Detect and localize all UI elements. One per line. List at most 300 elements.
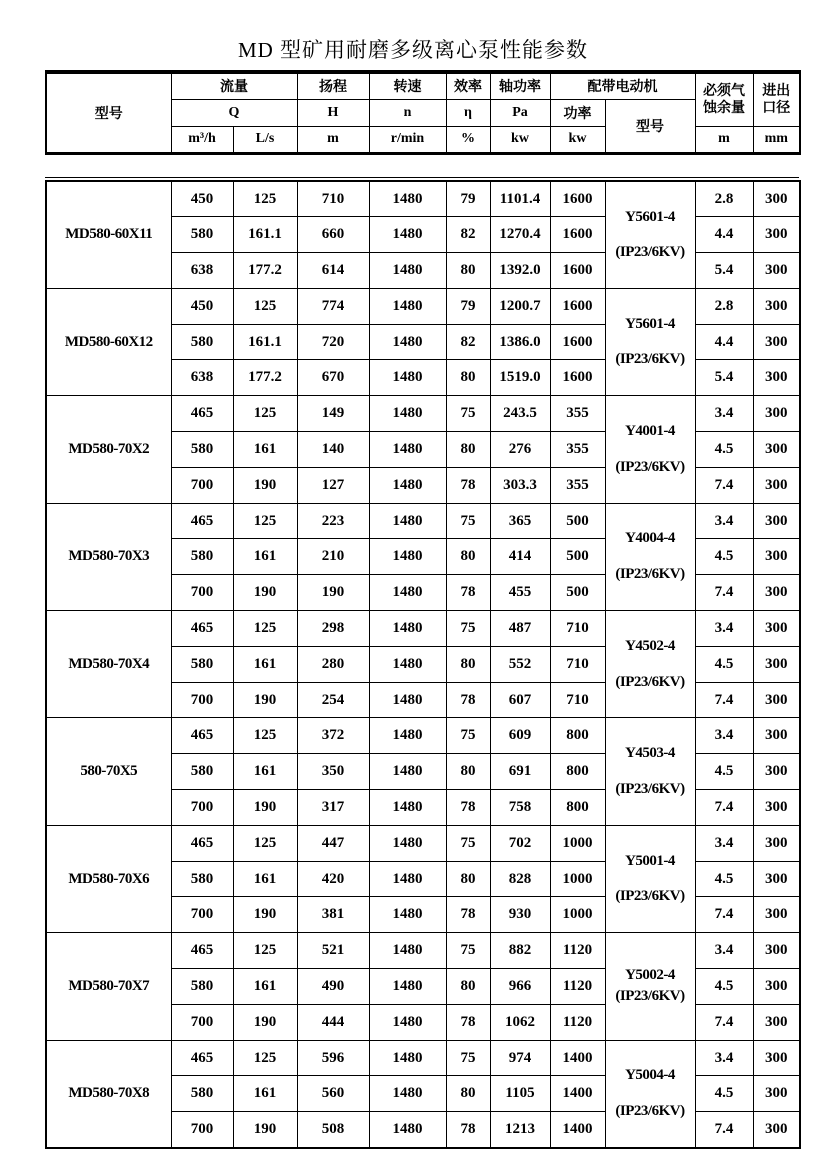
head-cell: 140	[297, 432, 369, 468]
shaft-power-cell: 702	[490, 825, 550, 861]
diameter-cell: 300	[753, 1112, 800, 1148]
flow-m3h-cell: 580	[171, 324, 233, 360]
npsh-cell: 3.4	[695, 611, 753, 647]
motor-model-line: Y4503-4	[625, 745, 675, 762]
flow-m3h-cell: 580	[171, 861, 233, 897]
header-model: 型号	[46, 72, 171, 153]
motor-power-cell: 1000	[550, 897, 605, 933]
motor-model-line: Y4001-4	[625, 423, 675, 440]
motor-power-cell: 1000	[550, 861, 605, 897]
speed-cell: 1480	[369, 575, 446, 611]
table-row	[46, 1040, 800, 1076]
shaft-power-cell: 882	[490, 933, 550, 969]
head-cell: 280	[297, 646, 369, 682]
diameter-cell: 300	[753, 933, 800, 969]
diameter-cell: 300	[753, 432, 800, 468]
flow-ls-cell: 190	[233, 575, 297, 611]
motor-power-cell: 355	[550, 396, 605, 432]
motor-model-cell	[605, 1040, 695, 1147]
motor-power-cell: 800	[550, 718, 605, 754]
motor-power-cell: 500	[550, 503, 605, 539]
efficiency-cell: 78	[446, 897, 490, 933]
header-head-unit: m	[297, 126, 369, 153]
speed-cell: 1480	[369, 288, 446, 324]
header-diameter-unit: mm	[753, 126, 800, 153]
diameter-cell: 300	[753, 682, 800, 718]
shaft-power-cell: 966	[490, 969, 550, 1005]
flow-m3h-cell: 465	[171, 718, 233, 754]
header-diameter	[753, 72, 800, 126]
motor-power-cell: 1000	[550, 825, 605, 861]
head-cell: 614	[297, 253, 369, 289]
header-speed-symbol: n	[369, 99, 446, 126]
speed-cell: 1480	[369, 933, 446, 969]
speed-cell: 1480	[369, 1112, 446, 1148]
motor-power-cell: 1400	[550, 1112, 605, 1148]
flow-ls-cell: 125	[233, 503, 297, 539]
motor-power-cell: 355	[550, 467, 605, 503]
pump-model-cell: MD580-70X3	[46, 503, 171, 610]
header-shaft-power: 轴功率	[490, 72, 550, 99]
diameter-cell: 300	[753, 467, 800, 503]
table-row	[46, 396, 800, 432]
header-shaft-power-unit: kw	[490, 126, 550, 153]
pump-model-cell: MD580-60X11	[46, 181, 171, 288]
speed-cell: 1480	[369, 754, 446, 790]
efficiency-cell: 78	[446, 1004, 490, 1040]
efficiency-cell: 75	[446, 825, 490, 861]
head-cell: 190	[297, 575, 369, 611]
flow-m3h-cell: 580	[171, 969, 233, 1005]
pump-model-cell: MD580-60X12	[46, 288, 171, 395]
flow-m3h-cell: 700	[171, 467, 233, 503]
pump-model-cell: MD580-70X2	[46, 396, 171, 503]
header-npsh-line2: 蚀余量	[703, 100, 745, 116]
motor-model-line: (IP23/6KV)	[615, 988, 685, 1005]
flow-ls-cell: 125	[233, 933, 297, 969]
npsh-cell: 4.5	[695, 646, 753, 682]
flow-ls-cell: 190	[233, 467, 297, 503]
speed-cell: 1480	[369, 718, 446, 754]
shaft-power-cell: 1200.7	[490, 288, 550, 324]
speed-cell: 1480	[369, 360, 446, 396]
speed-cell: 1480	[369, 503, 446, 539]
motor-power-cell: 1600	[550, 253, 605, 289]
data-table-wrap	[45, 177, 799, 1149]
speed-cell: 1480	[369, 646, 446, 682]
speed-cell: 1480	[369, 1040, 446, 1076]
flow-m3h-cell: 580	[171, 646, 233, 682]
motor-model-line: (IP23/6KV)	[615, 458, 685, 475]
table-row	[46, 933, 800, 969]
table-row	[46, 181, 800, 217]
speed-cell: 1480	[369, 897, 446, 933]
flow-ls-cell: 125	[233, 718, 297, 754]
motor-model-line: (IP23/6KV)	[615, 244, 685, 261]
efficiency-cell: 75	[446, 396, 490, 432]
shaft-power-cell: 1386.0	[490, 324, 550, 360]
efficiency-cell: 80	[446, 861, 490, 897]
head-cell: 774	[297, 288, 369, 324]
motor-power-cell: 1600	[550, 181, 605, 217]
motor-power-cell: 710	[550, 611, 605, 647]
head-cell: 372	[297, 718, 369, 754]
diameter-cell: 300	[753, 253, 800, 289]
shaft-power-cell: 1062	[490, 1004, 550, 1040]
motor-model-line: Y5601-4	[625, 208, 675, 225]
flow-m3h-cell: 465	[171, 396, 233, 432]
flow-m3h-cell: 700	[171, 1004, 233, 1040]
speed-cell: 1480	[369, 790, 446, 826]
flow-m3h-cell: 700	[171, 897, 233, 933]
header-head: 扬程	[297, 72, 369, 99]
head-cell: 298	[297, 611, 369, 647]
shaft-power-cell: 828	[490, 861, 550, 897]
shaft-power-cell: 930	[490, 897, 550, 933]
head-cell: 223	[297, 503, 369, 539]
shaft-power-cell: 455	[490, 575, 550, 611]
flow-ls-cell: 125	[233, 1040, 297, 1076]
head-cell: 350	[297, 754, 369, 790]
flow-ls-cell: 190	[233, 897, 297, 933]
motor-power-cell: 500	[550, 575, 605, 611]
motor-power-cell: 1120	[550, 933, 605, 969]
diameter-cell: 300	[753, 1040, 800, 1076]
head-cell: 317	[297, 790, 369, 826]
flow-ls-cell: 125	[233, 611, 297, 647]
motor-power-cell: 710	[550, 682, 605, 718]
diameter-cell: 300	[753, 718, 800, 754]
flow-m3h-cell: 580	[171, 432, 233, 468]
header-motor-model: 型号	[605, 99, 695, 153]
efficiency-cell: 80	[446, 360, 490, 396]
motor-model-line: Y5002-4	[625, 967, 675, 984]
speed-cell: 1480	[369, 861, 446, 897]
header-npsh	[695, 72, 753, 126]
diameter-cell: 300	[753, 575, 800, 611]
shaft-power-cell: 609	[490, 718, 550, 754]
npsh-cell: 4.5	[695, 539, 753, 575]
header-flow-symbol: Q	[171, 99, 297, 126]
diameter-cell: 300	[753, 611, 800, 647]
npsh-cell: 3.4	[695, 1040, 753, 1076]
header-efficiency-symbol: η	[446, 99, 490, 126]
npsh-cell: 3.4	[695, 933, 753, 969]
speed-cell: 1480	[369, 467, 446, 503]
shaft-power-cell: 1213	[490, 1112, 550, 1148]
efficiency-cell: 80	[446, 1076, 490, 1112]
npsh-cell: 7.4	[695, 1004, 753, 1040]
motor-model-line: (IP23/6KV)	[615, 351, 685, 368]
motor-power-cell: 1600	[550, 360, 605, 396]
diameter-cell: 300	[753, 754, 800, 790]
motor-power-cell: 1600	[550, 324, 605, 360]
npsh-cell: 3.4	[695, 503, 753, 539]
table-row	[46, 611, 800, 647]
header-speed: 转速	[369, 72, 446, 99]
header-motor-group: 配带电动机	[550, 72, 695, 99]
head-cell: 420	[297, 861, 369, 897]
shaft-power-cell: 552	[490, 646, 550, 682]
npsh-cell: 7.4	[695, 790, 753, 826]
npsh-cell: 3.4	[695, 396, 753, 432]
flow-m3h-cell: 580	[171, 1076, 233, 1112]
shaft-power-cell: 276	[490, 432, 550, 468]
efficiency-cell: 79	[446, 288, 490, 324]
npsh-cell: 2.8	[695, 181, 753, 217]
diameter-cell: 300	[753, 1076, 800, 1112]
flow-m3h-cell: 465	[171, 503, 233, 539]
head-cell: 710	[297, 181, 369, 217]
motor-power-cell: 500	[550, 539, 605, 575]
npsh-cell: 2.8	[695, 288, 753, 324]
header-diameter-line1: 进出	[762, 83, 791, 99]
efficiency-cell: 82	[446, 324, 490, 360]
header-efficiency: 效率	[446, 72, 490, 99]
motor-model-line: Y4004-4	[625, 530, 675, 547]
flow-ls-cell: 161	[233, 432, 297, 468]
motor-power-cell: 800	[550, 790, 605, 826]
efficiency-cell: 75	[446, 718, 490, 754]
motor-model-cell	[605, 503, 695, 610]
flow-ls-cell: 161	[233, 754, 297, 790]
speed-cell: 1480	[369, 539, 446, 575]
table-row	[46, 718, 800, 754]
npsh-cell: 7.4	[695, 897, 753, 933]
head-cell: 127	[297, 467, 369, 503]
diameter-cell: 300	[753, 861, 800, 897]
shaft-power-cell: 607	[490, 682, 550, 718]
pump-model-cell: MD580-70X6	[46, 825, 171, 932]
flow-ls-cell: 161.1	[233, 324, 297, 360]
efficiency-cell: 78	[446, 790, 490, 826]
speed-cell: 1480	[369, 217, 446, 253]
header-npsh-line1: 必须气	[703, 83, 745, 99]
motor-model-cell	[605, 718, 695, 825]
flow-ls-cell: 190	[233, 1004, 297, 1040]
diameter-cell: 300	[753, 503, 800, 539]
header-motor-power-unit: kw	[550, 126, 605, 153]
speed-cell: 1480	[369, 825, 446, 861]
flow-ls-cell: 161	[233, 861, 297, 897]
head-cell: 381	[297, 897, 369, 933]
diameter-cell: 300	[753, 1004, 800, 1040]
header-flow-unit2: L/s	[233, 126, 297, 153]
flow-m3h-cell: 450	[171, 288, 233, 324]
motor-model-cell	[605, 181, 695, 288]
flow-ls-cell: 125	[233, 288, 297, 324]
flow-ls-cell: 125	[233, 181, 297, 217]
npsh-cell: 3.4	[695, 825, 753, 861]
diameter-cell: 300	[753, 396, 800, 432]
diameter-cell: 300	[753, 646, 800, 682]
shaft-power-cell: 1519.0	[490, 360, 550, 396]
flow-m3h-cell: 580	[171, 217, 233, 253]
page-title: MD 型矿用耐磨多级离心泵性能参数	[237, 38, 589, 62]
flow-ls-cell: 125	[233, 825, 297, 861]
head-cell: 508	[297, 1112, 369, 1148]
diameter-cell: 300	[753, 288, 800, 324]
motor-model-line: Y5001-4	[625, 852, 675, 869]
speed-cell: 1480	[369, 1076, 446, 1112]
shaft-power-cell: 365	[490, 503, 550, 539]
motor-power-cell: 1400	[550, 1040, 605, 1076]
pump-model-cell: 580-70X5	[46, 718, 171, 825]
head-cell: 720	[297, 324, 369, 360]
pump-model-cell: MD580-70X8	[46, 1040, 171, 1147]
diameter-cell: 300	[753, 969, 800, 1005]
head-cell: 447	[297, 825, 369, 861]
head-cell: 254	[297, 682, 369, 718]
motor-power-cell: 1600	[550, 217, 605, 253]
motor-model-line: (IP23/6KV)	[615, 566, 685, 583]
motor-power-cell: 355	[550, 432, 605, 468]
speed-cell: 1480	[369, 324, 446, 360]
header-efficiency-unit: %	[446, 126, 490, 153]
efficiency-cell: 75	[446, 933, 490, 969]
efficiency-cell: 78	[446, 467, 490, 503]
efficiency-cell: 78	[446, 1112, 490, 1148]
flow-m3h-cell: 700	[171, 575, 233, 611]
flow-m3h-cell: 700	[171, 1112, 233, 1148]
shaft-power-cell: 691	[490, 754, 550, 790]
speed-cell: 1480	[369, 181, 446, 217]
table-row	[46, 503, 800, 539]
speed-cell: 1480	[369, 396, 446, 432]
flow-ls-cell: 190	[233, 790, 297, 826]
flow-m3h-cell: 450	[171, 181, 233, 217]
motor-power-cell: 1600	[550, 288, 605, 324]
diameter-cell: 300	[753, 360, 800, 396]
pump-model-cell: MD580-70X7	[46, 933, 171, 1040]
shaft-power-cell: 974	[490, 1040, 550, 1076]
shaft-power-cell: 1270.4	[490, 217, 550, 253]
efficiency-cell: 80	[446, 646, 490, 682]
npsh-cell: 7.4	[695, 575, 753, 611]
motor-model-cell	[605, 825, 695, 932]
flow-ls-cell: 161	[233, 646, 297, 682]
shaft-power-cell: 243.5	[490, 396, 550, 432]
npsh-cell: 7.4	[695, 1112, 753, 1148]
speed-cell: 1480	[369, 1004, 446, 1040]
efficiency-cell: 80	[446, 969, 490, 1005]
shaft-power-cell: 1105	[490, 1076, 550, 1112]
efficiency-cell: 82	[446, 217, 490, 253]
efficiency-cell: 75	[446, 503, 490, 539]
efficiency-cell: 78	[446, 682, 490, 718]
motor-power-cell: 1120	[550, 1004, 605, 1040]
efficiency-cell: 75	[446, 611, 490, 647]
header-row-1	[46, 72, 800, 99]
table-row	[46, 825, 800, 861]
speed-cell: 1480	[369, 611, 446, 647]
flow-ls-cell: 161.1	[233, 217, 297, 253]
head-cell: 210	[297, 539, 369, 575]
npsh-cell: 4.5	[695, 432, 753, 468]
efficiency-cell: 79	[446, 181, 490, 217]
npsh-cell: 3.4	[695, 718, 753, 754]
flow-m3h-cell: 638	[171, 360, 233, 396]
motor-model-line: (IP23/6KV)	[615, 888, 685, 905]
head-cell: 149	[297, 396, 369, 432]
flow-m3h-cell: 465	[171, 933, 233, 969]
motor-model-line: Y4502-4	[625, 637, 675, 654]
flow-m3h-cell: 700	[171, 790, 233, 826]
diameter-cell: 300	[753, 181, 800, 217]
shaft-power-cell: 487	[490, 611, 550, 647]
efficiency-cell: 80	[446, 754, 490, 790]
speed-cell: 1480	[369, 969, 446, 1005]
diameter-cell: 300	[753, 539, 800, 575]
speed-cell: 1480	[369, 432, 446, 468]
shaft-power-cell: 758	[490, 790, 550, 826]
flow-ls-cell: 177.2	[233, 253, 297, 289]
flow-ls-cell: 125	[233, 396, 297, 432]
motor-model-cell	[605, 933, 695, 1040]
motor-model-line: (IP23/6KV)	[615, 781, 685, 798]
npsh-cell: 4.4	[695, 217, 753, 253]
header-motor-power: 功率	[550, 99, 605, 126]
motor-power-cell: 710	[550, 646, 605, 682]
shaft-power-cell: 1101.4	[490, 181, 550, 217]
motor-model-line: Y5004-4	[625, 1067, 675, 1084]
head-cell: 444	[297, 1004, 369, 1040]
flow-ls-cell: 161	[233, 969, 297, 1005]
shaft-power-cell: 1392.0	[490, 253, 550, 289]
efficiency-cell: 80	[446, 253, 490, 289]
head-cell: 490	[297, 969, 369, 1005]
header-speed-unit: r/min	[369, 126, 446, 153]
motor-power-cell: 1120	[550, 969, 605, 1005]
efficiency-cell: 78	[446, 575, 490, 611]
npsh-cell: 7.4	[695, 467, 753, 503]
speed-cell: 1480	[369, 682, 446, 718]
npsh-cell: 7.4	[695, 682, 753, 718]
flow-m3h-cell: 465	[171, 611, 233, 647]
flow-ls-cell: 161	[233, 539, 297, 575]
motor-model-line: (IP23/6KV)	[615, 1102, 685, 1119]
motor-model-cell	[605, 396, 695, 503]
header-diameter-line2: 口径	[762, 100, 791, 116]
efficiency-cell: 80	[446, 432, 490, 468]
header-flow: 流量	[171, 72, 297, 99]
head-cell: 560	[297, 1076, 369, 1112]
diameter-cell: 300	[753, 790, 800, 826]
header-head-symbol: H	[297, 99, 369, 126]
diameter-cell: 300	[753, 897, 800, 933]
motor-model-line: Y5601-4	[625, 315, 675, 332]
diameter-cell: 300	[753, 217, 800, 253]
flow-m3h-cell: 638	[171, 253, 233, 289]
data-table	[45, 180, 801, 1149]
npsh-cell: 4.5	[695, 861, 753, 897]
npsh-cell: 5.4	[695, 360, 753, 396]
motor-model-cell	[605, 611, 695, 718]
shaft-power-cell: 414	[490, 539, 550, 575]
speed-cell: 1480	[369, 253, 446, 289]
motor-model-cell	[605, 288, 695, 395]
motor-model-line: (IP23/6KV)	[615, 673, 685, 690]
table-row	[46, 288, 800, 324]
head-cell: 660	[297, 217, 369, 253]
flow-ls-cell: 190	[233, 682, 297, 718]
efficiency-cell: 75	[446, 1040, 490, 1076]
flow-m3h-cell: 580	[171, 539, 233, 575]
npsh-cell: 4.5	[695, 969, 753, 1005]
header-shaft-power-symbol: Pa	[490, 99, 550, 126]
head-cell: 521	[297, 933, 369, 969]
flow-ls-cell: 177.2	[233, 360, 297, 396]
